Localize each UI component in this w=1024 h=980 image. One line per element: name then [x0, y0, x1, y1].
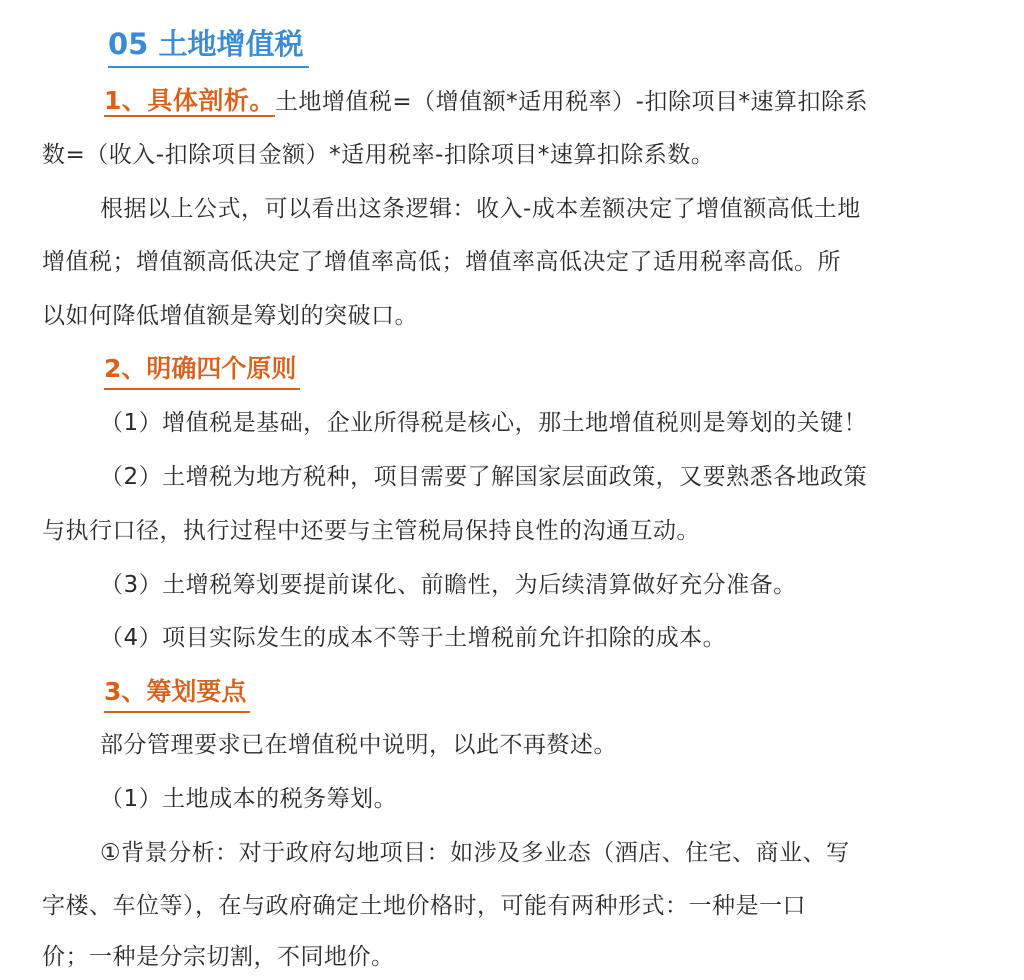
principle-2-line-1: （2）土增税为地方税种，项目需要了解国家层面政策，又要熟悉各地政策 — [100, 464, 868, 490]
principle-2-line-2: 与执行口径，执行过程中还要与主管税局保持良性的沟通互动。 — [42, 518, 700, 544]
points-item-1: （1）土地成本的税务筹划。 — [100, 786, 398, 812]
paragraph-2-line-3: 以如何降低增值额是筹划的突破口。 — [42, 303, 418, 329]
paragraph-2-line-1: 根据以上公式，可以看出这条逻辑：收入-成本差额决定了增值额高低土地 — [100, 196, 861, 222]
points-intro: 部分管理要求已在增值税中说明，以此不再赘述。 — [100, 732, 617, 758]
principle-3: （3）土增税筹划要提前谋化、前瞻性，为后续清算做好充分准备。 — [100, 572, 797, 598]
background-line-3: 价；一种是分宗切割，不同地价。 — [42, 944, 395, 970]
subheading-analysis: 1、具体剖析。 — [104, 86, 275, 115]
background-line-2: 字楼、车位等），在与政府确定土地价格时，可能有两种形式：一种是一口 — [42, 893, 806, 919]
subheading-key-points: 3、筹划要点 — [104, 673, 250, 713]
paragraph-2-line-2: 增值税；增值额高低决定了增值率高低；增值率高低决定了适用税率高低。所 — [42, 249, 841, 275]
subheading-principles: 2、明确四个原则 — [104, 350, 300, 390]
paragraph-1-line-1 — [104, 84, 868, 119]
paragraph-1-line-2: 数=（收入-扣除项目金额）*适用税率-扣除项目*速算扣除系数。 — [42, 142, 715, 168]
principle-1: （1）增值税是基础，企业所得税是核心，那土地增值税则是筹划的关键！ — [100, 410, 868, 436]
background-line-1: ①背景分析：对于政府勾地项目：如涉及多业态（酒店、住宅、商业、写 — [100, 840, 850, 866]
principle-4: （4）项目实际发生的成本不等于土增税前允许扣除的成本。 — [100, 625, 727, 651]
section-title: 05 土地增值税 — [108, 22, 309, 68]
formula-text-1: 土地增值税=（增值额*适用税率）-扣除项目*速算扣除系 — [274, 89, 868, 115]
